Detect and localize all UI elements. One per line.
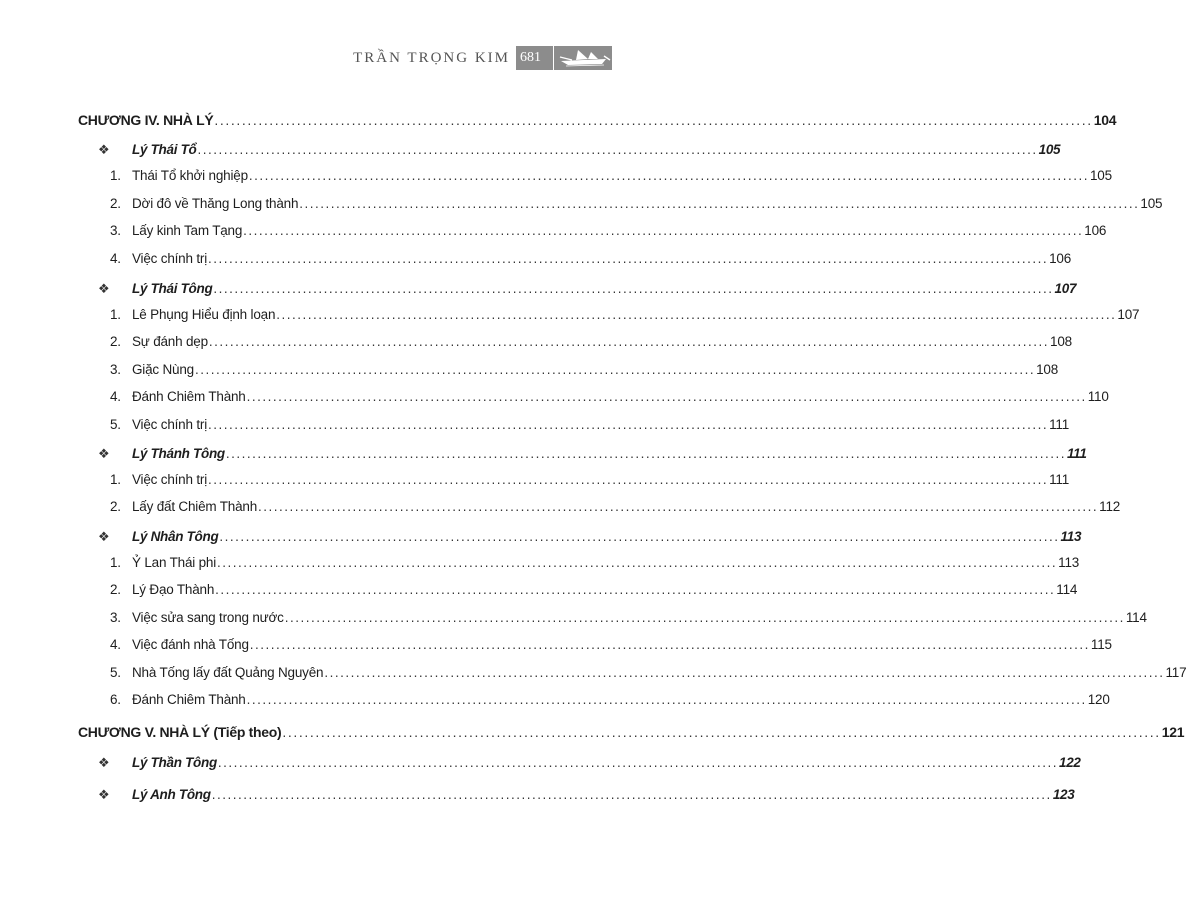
dot-leader: ................................................................................................................................................................ <box>282 724 1161 740</box>
dot-leader: ................................................................................................................................................................ <box>211 787 1052 802</box>
toc-item <box>78 665 1186 685</box>
ship-icon <box>558 48 612 68</box>
toc-item-number: 4. <box>110 389 121 404</box>
toc-entry-title: Việc đánh nhà Tống <box>132 637 249 652</box>
toc-item-number: 4. <box>110 637 121 652</box>
dot-leader: ................................................................................................................................................................ <box>324 665 1165 680</box>
toc-item <box>78 610 1147 630</box>
toc-entry-page: 120 <box>1087 692 1110 707</box>
toc-entry-title: Lý Đạo Thành <box>132 582 215 597</box>
dot-leader: ................................................................................................................................................................ <box>214 112 1093 128</box>
toc-entry-page: 123 <box>1052 787 1075 802</box>
diamond-bullet-icon: ❖ <box>98 787 110 802</box>
toc-entry-page: 114 <box>1125 610 1147 625</box>
toc-entry-page: 121 <box>1161 724 1185 740</box>
toc-chapter <box>78 724 1185 745</box>
toc-entry-page: 106 <box>1049 251 1072 266</box>
toc-chapter <box>78 112 1117 133</box>
toc-item-number: 4. <box>110 251 121 266</box>
toc-entry-title: Dời đô về Thăng Long thành <box>132 196 299 211</box>
toc-item <box>78 555 1080 575</box>
toc-entry-title: Lấy kinh Tam Tạng <box>132 223 243 238</box>
diamond-bullet-icon: ❖ <box>98 446 110 461</box>
toc-entry-title: Sự đánh dẹp <box>132 334 208 349</box>
toc-entry-page: 105 <box>1140 196 1163 211</box>
toc-item <box>78 334 1072 354</box>
toc-item <box>78 637 1112 657</box>
toc-entry-title: Lý Nhân Tông <box>132 529 219 544</box>
dot-leader: ................................................................................................................................................................ <box>197 142 1038 157</box>
dot-leader: ................................................................................................................................................................ <box>225 446 1066 461</box>
toc-item-number: 1. <box>110 307 121 322</box>
toc-entry-page: 108 <box>1036 362 1059 377</box>
toc-entry-page: 107 <box>1117 307 1140 322</box>
toc-reign <box>78 142 1061 163</box>
toc-item <box>78 223 1107 243</box>
toc-entry-page: 111 <box>1049 417 1070 432</box>
dot-leader: ................................................................................................................................................................ <box>246 692 1087 707</box>
toc-entry-title: Việc chính trị <box>132 417 207 432</box>
dot-leader: ................................................................................................................................................................ <box>194 362 1036 377</box>
toc-entry-title: Lý Anh Tông <box>132 787 211 802</box>
toc-entry-title: CHƯƠNG IV. NHÀ LÝ <box>78 112 214 128</box>
toc-item <box>78 582 1078 602</box>
toc-item <box>78 196 1163 216</box>
toc-entry-title: Việc chính trị <box>132 472 207 487</box>
toc-reign <box>78 787 1075 808</box>
toc-entry-page: 114 <box>1056 582 1078 597</box>
toc-entry-title: Đánh Chiêm Thành <box>132 692 246 707</box>
toc-reign <box>78 755 1081 776</box>
dot-leader: ................................................................................................................................................................ <box>208 417 1049 432</box>
toc-item-number: 1. <box>110 555 121 570</box>
dot-leader: ................................................................................................................................................................ <box>248 168 1089 183</box>
toc-reign <box>78 529 1082 550</box>
toc-entry-page: 104 <box>1093 112 1117 128</box>
toc-entry-page: 110 <box>1087 389 1109 404</box>
toc-entry-title: Giặc Nùng <box>132 362 194 377</box>
dot-leader: ................................................................................................................................................................ <box>246 389 1087 404</box>
toc-item-number: 2. <box>110 499 121 514</box>
toc-reign <box>78 446 1087 467</box>
toc-item-number: 2. <box>110 334 121 349</box>
toc-entry-title: Nhà Tống lấy đất Quảng Nguyên <box>132 665 324 680</box>
toc-entry-title: Lê Phụng Hiểu định loạn <box>132 307 276 322</box>
diamond-bullet-icon: ❖ <box>98 142 110 157</box>
toc-item <box>78 389 1109 409</box>
toc-item <box>78 417 1070 437</box>
dot-leader: ................................................................................................................................................................ <box>249 637 1090 652</box>
toc-item-number: 3. <box>110 223 121 238</box>
dot-leader: ................................................................................................................................................................ <box>217 755 1059 770</box>
table-of-contents <box>78 112 1186 802</box>
toc-entry-page: 107 <box>1054 281 1077 296</box>
toc-item-number: 2. <box>110 196 121 211</box>
toc-item <box>78 472 1070 492</box>
header-divider <box>553 46 554 70</box>
toc-item-number: 1. <box>110 472 121 487</box>
diamond-bullet-icon: ❖ <box>98 281 110 296</box>
toc-item-number: 5. <box>110 417 121 432</box>
dot-leader: ................................................................................................................................................................ <box>219 529 1060 544</box>
dot-leader: ................................................................................................................................................................ <box>208 472 1049 487</box>
toc-entry-page: 111 <box>1066 446 1087 461</box>
page-header <box>353 46 612 70</box>
toc-item <box>78 251 1072 271</box>
toc-item-number: 3. <box>110 610 121 625</box>
toc-entry-page: 122 <box>1059 755 1081 770</box>
toc-entry-title: Lý Thần Tông <box>132 755 217 770</box>
page-number-box <box>516 46 612 70</box>
toc-entry-title: Lấy đất Chiêm Thành <box>132 499 258 514</box>
dot-leader: ................................................................................................................................................................ <box>217 555 1058 570</box>
toc-item-number: 2. <box>110 582 121 597</box>
toc-item <box>78 362 1059 382</box>
toc-entry-title: Lý Thái Tông <box>132 281 213 296</box>
toc-entry-page: 115 <box>1090 637 1112 652</box>
running-head-author: TRẦN TRỌNG KIM <box>353 50 510 66</box>
toc-item <box>78 499 1121 519</box>
toc-entry-title: Việc chính trị <box>132 251 207 266</box>
toc-entry-title: Ỷ Lan Thái phi <box>132 555 217 570</box>
toc-item-number: 3. <box>110 362 121 377</box>
toc-reign <box>78 281 1077 302</box>
toc-entry-title: Việc sửa sang trong nước <box>132 610 284 625</box>
toc-entry-page: 112 <box>1099 499 1121 514</box>
toc-entry-page: 113 <box>1058 555 1080 570</box>
dot-leader: ................................................................................................................................................................ <box>243 223 1084 238</box>
dot-leader: ................................................................................................................................................................ <box>213 281 1054 296</box>
dot-leader: ................................................................................................................................................................ <box>215 582 1056 597</box>
toc-entry-title: CHƯƠNG V. NHÀ LÝ (Tiếp theo) <box>78 724 282 740</box>
dot-leader: ................................................................................................................................................................ <box>284 610 1125 625</box>
toc-entry-page: 111 <box>1049 472 1070 487</box>
toc-entry-title: Lý Thánh Tông <box>132 446 225 461</box>
toc-entry-page: 113 <box>1060 529 1082 544</box>
toc-entry-title: Lý Thái Tổ <box>132 142 197 157</box>
toc-entry-page: 117 <box>1165 665 1186 680</box>
toc-item <box>78 168 1112 188</box>
dot-leader: ................................................................................................................................................................ <box>208 251 1049 266</box>
dot-leader: ................................................................................................................................................................ <box>208 334 1050 349</box>
toc-entry-title: Thái Tổ khởi nghiệp <box>132 168 248 183</box>
toc-entry-page: 105 <box>1038 142 1061 157</box>
toc-entry-title: Đánh Chiêm Thành <box>132 389 246 404</box>
dot-leader: ................................................................................................................................................................ <box>258 499 1099 514</box>
dot-leader: ................................................................................................................................................................ <box>299 196 1140 211</box>
toc-entry-page: 106 <box>1084 223 1107 238</box>
dot-leader: ................................................................................................................................................................ <box>276 307 1117 322</box>
toc-entry-page: 108 <box>1050 334 1072 349</box>
diamond-bullet-icon: ❖ <box>98 755 110 770</box>
toc-item-number: 5. <box>110 665 121 680</box>
toc-item-number: 6. <box>110 692 121 707</box>
toc-item <box>78 307 1140 327</box>
toc-item <box>78 692 1110 712</box>
page-number: 681 <box>520 50 541 65</box>
toc-item-number: 1. <box>110 168 121 183</box>
diamond-bullet-icon: ❖ <box>98 529 110 544</box>
toc-entry-page: 105 <box>1090 168 1112 183</box>
